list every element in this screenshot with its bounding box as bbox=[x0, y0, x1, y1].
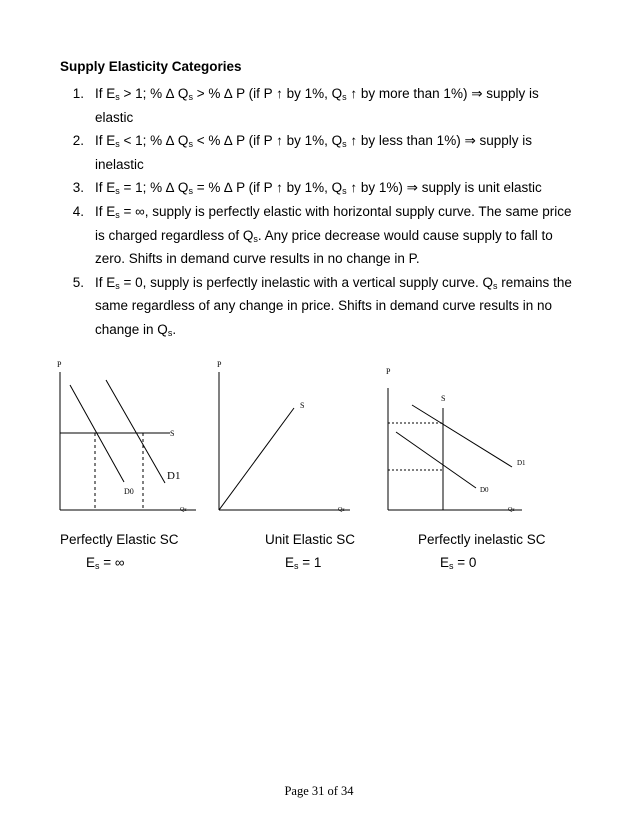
g1-p-label: P bbox=[57, 360, 62, 369]
g3-d0-label: D0 bbox=[480, 486, 489, 494]
supply-curve-diagrams bbox=[0, 350, 638, 530]
g1-d0-label: D0 bbox=[124, 487, 134, 496]
item-line: If $E_s = 0$, supply is perfectly inelastic with a vertical supply curve. $Q_s$ remains the bbox=[95, 274, 572, 291]
g1-demand-d1 bbox=[106, 380, 165, 483]
item-number: 1. bbox=[72, 86, 84, 101]
item-line: same regardless of any change in price. Shifts in demand curve results in no bbox=[95, 298, 552, 314]
g3-q-label: Qs bbox=[508, 507, 515, 513]
diagrams-svg bbox=[0, 350, 638, 530]
equation-perfectly-inelastic: $E_s = 0$ bbox=[440, 555, 477, 571]
g3-s-label: S bbox=[441, 394, 446, 403]
list-item bbox=[62, 82, 582, 129]
equation-unit-elastic: $E_s = 1$ bbox=[285, 555, 322, 571]
g2-p-label: P bbox=[217, 360, 222, 369]
g1-d1-label: D1 bbox=[167, 470, 181, 482]
g3-demand-d1 bbox=[412, 405, 512, 467]
item-line: elastic bbox=[95, 109, 134, 125]
section-heading: Supply Elasticity Categories bbox=[60, 59, 242, 74]
item-number: 4. bbox=[72, 203, 84, 219]
item-number: 3. bbox=[72, 180, 84, 196]
g1-s-label: S bbox=[170, 429, 175, 438]
list-item bbox=[62, 271, 582, 342]
perfectly-inelastic-graph bbox=[386, 367, 526, 513]
item-line: If $E_s < 1$; % ∆ $Q_s$ < % ∆ P (if P ↑ by 1%, $Q_s$ ↑ by less than 1%) ⇒ supply is bbox=[95, 133, 533, 150]
caption-perfectly-inelastic: Perfectly inelastic SC bbox=[418, 532, 546, 547]
g2-supply-line bbox=[219, 408, 294, 510]
item-line: inelastic bbox=[95, 156, 144, 172]
item-line: zero. Shifts in demand curve results in no change in P. bbox=[95, 251, 420, 267]
item-number: 5. bbox=[72, 274, 84, 290]
item-number: 2. bbox=[72, 133, 84, 149]
g1-q-label: Qs bbox=[180, 507, 187, 513]
item-line: If $E_s = 1$; % ∆ $Q_s$ = % ∆ P (if P ↑ by 1%, $Q_s$ ↑ by 1%) ⇒ supply is unit elastic bbox=[95, 180, 542, 197]
item-line: If $E_s$ = ∞, supply is perfectly elastic with horizontal supply curve. The same price bbox=[95, 203, 572, 220]
list-item bbox=[62, 176, 582, 200]
list-item bbox=[62, 129, 582, 176]
page-number: Page 31 of 34 bbox=[284, 784, 354, 798]
g3-d1-label: D1 bbox=[517, 459, 526, 467]
g2-s-label: S bbox=[300, 401, 305, 410]
list-item bbox=[62, 200, 582, 271]
item-line: If $E_s > 1$; % ∆ $Q_s$ > % ∆ P (if P ↑ by 1%, $Q_s$ ↑ by more than 1%) ⇒ supply is bbox=[95, 86, 539, 102]
item-line: is charged regardless of $Q_s$. Any price decrease would cause supply to fall to bbox=[95, 227, 553, 244]
caption-perfectly-elastic: Perfectly Elastic SC bbox=[60, 532, 179, 547]
g3-p-label: P bbox=[386, 367, 391, 376]
g2-q-label: Qs bbox=[338, 507, 345, 513]
unit-elastic-graph bbox=[217, 360, 350, 513]
item-line: change in $Q_s$. bbox=[95, 321, 177, 338]
g3-demand-d0 bbox=[396, 432, 476, 488]
caption-unit-elastic: Unit Elastic SC bbox=[265, 532, 356, 547]
elasticity-category-list bbox=[62, 82, 582, 342]
equation-perfectly-elastic: $E_s$ = ∞ bbox=[86, 555, 125, 571]
perfectly-elastic-graph bbox=[57, 360, 196, 513]
